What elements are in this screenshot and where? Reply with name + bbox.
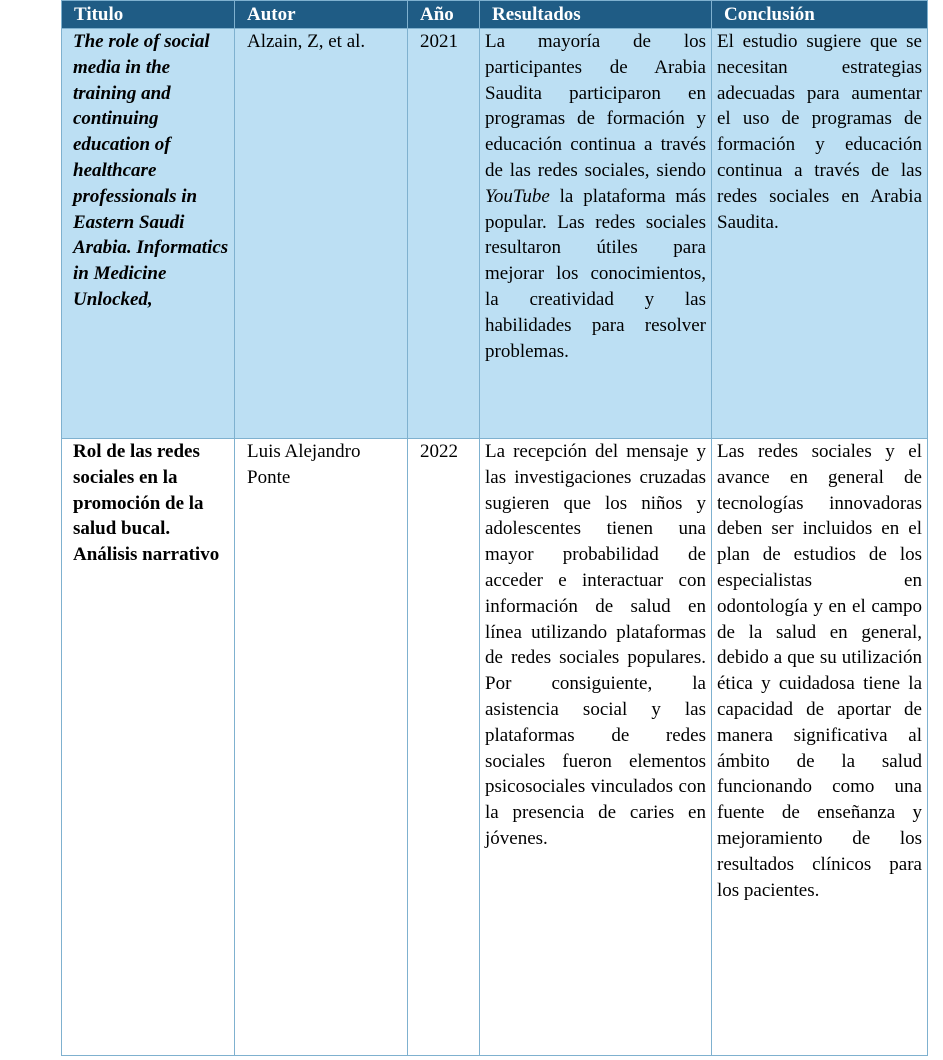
table-row xyxy=(62,29,928,439)
header-title: Titulo xyxy=(62,1,235,29)
literature-table xyxy=(61,0,928,1056)
table-row xyxy=(62,439,928,1056)
header-results: Resultados xyxy=(480,1,712,29)
row-conclusion: Las redes sociales y el avance en general de tecnologías innovadoras deben ser incluidos en el plan de estudios de los especialistas en odontología y en el campo de la salud en general, debido a que su utilización ética y cuidadosa tiene la capacidad de aportar de manera significativa al ámbito de la salud funcionando como una fuente de enseñanza y mejoramiento de los resultados clínicos para los pacientes. xyxy=(712,439,928,1056)
header-conclusion: Conclusión xyxy=(712,1,928,29)
results-text-end: la plataforma más popular. Las redes sociales resultaron útiles para mejorar los conocimientos, la creatividad y las habilidades para resolver problemas. xyxy=(485,185,706,362)
row-results: La recepción del mensaje y las investigaciones cruzadas sugieren que los niños y adolescentes tienen una mayor probabilidad de acceder e interactuar con información de salud en línea utilizando plataformas de redes sociales populares. Por consiguiente, la asistencia social y las plataformas de redes sociales fueron elementos psicosociales vinculados con la presencia de caries en jóvenes. xyxy=(480,439,712,1056)
row-year: 2022 xyxy=(408,439,480,1056)
header-author: Autor xyxy=(235,1,408,29)
header-row xyxy=(62,1,928,29)
row-title: Rol de las redes sociales en la promoción de la salud bucal. Análisis narrativo xyxy=(62,439,235,1056)
header-year: Año xyxy=(408,1,480,29)
results-platform-name: YouTube xyxy=(485,185,550,207)
row-results xyxy=(480,29,712,439)
row-conclusion: El estudio sugiere que se necesitan estrategias adecuadas para aumentar el uso de programas de formación y educación continua a través de las redes sociales en Arabia Saudita. xyxy=(712,29,928,439)
row-year: 2021 xyxy=(408,29,480,439)
results-text-start: La mayoría de los participantes de Arabia Saudita participaron en programas de formación y educación continua a través de las redes sociales, siendo xyxy=(485,31,706,181)
row-title: The role of social media in the training and continuing education of healthcare professionals in Eastern Saudi Arabia. Informatics in Medicine Unlocked, xyxy=(62,29,235,439)
row-author: Alzain, Z, et al. xyxy=(235,29,408,439)
row-author: Luis Alejandro Ponte xyxy=(235,439,408,1056)
